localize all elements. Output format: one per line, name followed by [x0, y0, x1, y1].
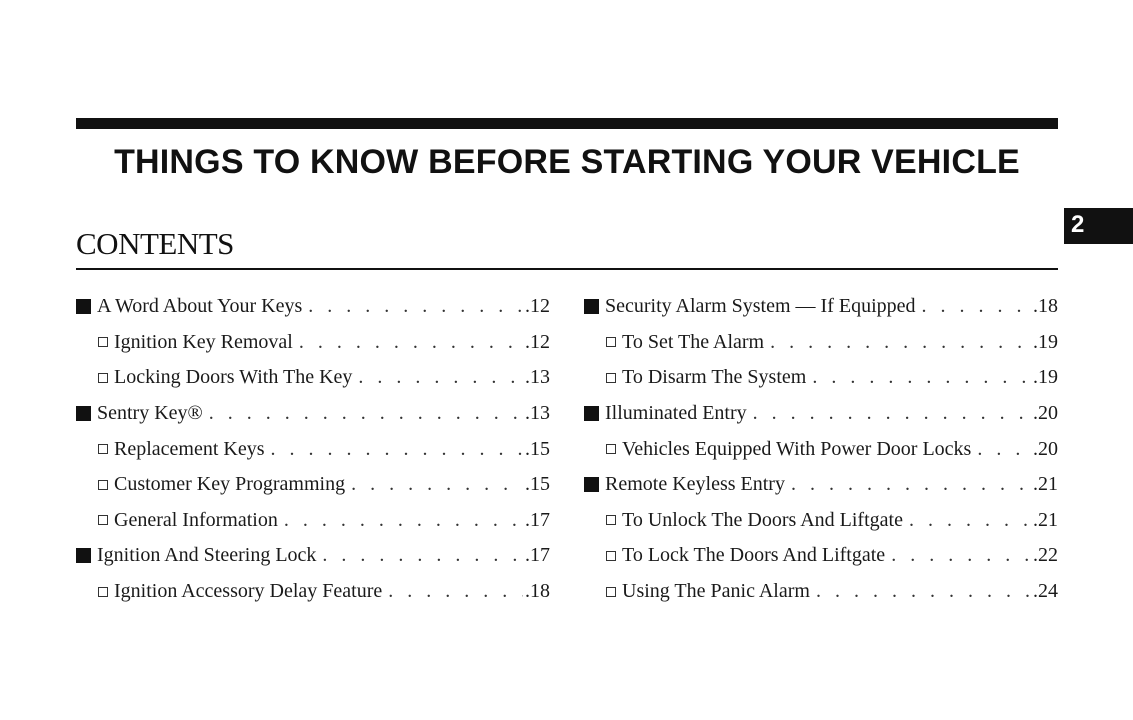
toc-entry[interactable]	[76, 538, 550, 574]
dot-leader	[322, 544, 523, 567]
toc-page-number: .18	[1033, 295, 1058, 318]
toc-entry[interactable]	[76, 396, 550, 432]
toc-subentry[interactable]	[76, 503, 550, 539]
toc-subentry[interactable]	[76, 360, 550, 396]
toc-subentry[interactable]	[76, 574, 550, 610]
dot-leader	[358, 366, 523, 389]
toc-entry-label: Ignition Key Removal	[114, 330, 293, 353]
toc-page-number: .12	[525, 295, 550, 318]
dot-leader	[977, 438, 1031, 461]
toc-page-number: .20	[1033, 437, 1058, 460]
toc-entry-label: To Set The Alarm	[622, 330, 765, 353]
toc-entry-label: To Unlock The Doors And Liftgate	[622, 508, 903, 531]
toc-page-number: .13	[525, 366, 550, 389]
dot-leader	[791, 473, 1031, 496]
dot-leader	[271, 438, 524, 461]
dot-leader	[209, 402, 523, 425]
toc-entry-label: Remote Keyless Entry	[605, 473, 785, 496]
contents-rule	[76, 268, 1058, 270]
toc-entry-label: Locking Doors With The Key	[114, 366, 353, 389]
toc-page-number: .24	[1033, 580, 1058, 603]
hollow-square-bullet-icon	[98, 515, 108, 525]
toc-entry-label: Replacement Keys	[114, 437, 265, 460]
hollow-square-bullet-icon	[98, 480, 108, 490]
hollow-square-bullet-icon	[98, 337, 108, 347]
dot-leader	[753, 402, 1031, 425]
toc-subentry[interactable]	[76, 467, 550, 503]
toc-entry[interactable]	[584, 467, 1058, 503]
dot-leader	[891, 544, 1031, 567]
hollow-square-bullet-icon	[98, 444, 108, 454]
dot-leader	[770, 331, 1031, 354]
toc-page-number: .12	[525, 330, 550, 353]
chapter-tab-number: 2	[1071, 211, 1085, 238]
dot-leader	[284, 509, 523, 532]
hollow-square-bullet-icon	[606, 337, 616, 347]
solid-square-bullet-icon	[76, 548, 91, 563]
solid-square-bullet-icon	[584, 299, 599, 314]
toc-entry[interactable]	[584, 396, 1058, 432]
toc-entry-label: Ignition And Steering Lock	[97, 544, 317, 567]
solid-square-bullet-icon	[76, 406, 91, 421]
dot-leader	[909, 509, 1031, 532]
toc-page-number: .20	[1033, 402, 1058, 425]
hollow-square-bullet-icon	[98, 373, 108, 383]
toc-page-number: .21	[1033, 508, 1058, 531]
toc-page-number: .19	[1033, 366, 1058, 389]
toc-entry-label: Sentry Key®	[97, 402, 203, 425]
solid-square-bullet-icon	[584, 406, 599, 421]
toc-page-number: .21	[1033, 473, 1058, 496]
dot-leader	[308, 295, 523, 318]
toc-entry-label: Using The Panic Alarm	[622, 580, 810, 603]
toc-page-number: .15	[525, 437, 550, 460]
toc-page-number: .13	[525, 402, 550, 425]
dot-leader	[299, 331, 523, 354]
solid-square-bullet-icon	[584, 477, 599, 492]
toc-page-number: .15	[525, 473, 550, 496]
toc-page-number: .17	[525, 544, 550, 567]
hollow-square-bullet-icon	[606, 587, 616, 597]
toc-right-column	[584, 289, 1058, 609]
toc-subentry[interactable]	[76, 431, 550, 467]
toc-entry-label: To Disarm The System	[622, 366, 807, 389]
toc-entry-label: Illuminated Entry	[605, 402, 747, 425]
toc-page-number: .19	[1033, 330, 1058, 353]
toc-subentry[interactable]	[584, 538, 1058, 574]
toc-entry-label: General Information	[114, 508, 278, 531]
dot-leader	[816, 580, 1031, 603]
chapter-tab	[1064, 208, 1133, 244]
toc-entry-label: Ignition Accessory Delay Feature	[114, 580, 383, 603]
chapter-title: THINGS TO KNOW BEFORE STARTING YOUR VEHICLE	[114, 143, 1020, 181]
dot-leader	[388, 580, 523, 603]
dot-leader	[812, 366, 1031, 389]
toc-entry-label: Security Alarm System — If Equipped	[605, 295, 916, 318]
toc-entry-label: Vehicles Equipped With Power Door Locks	[622, 437, 972, 460]
toc-left-column	[76, 289, 550, 609]
hollow-square-bullet-icon	[606, 373, 616, 383]
toc-entry-label: Customer Key Programming	[114, 473, 346, 496]
toc-subentry[interactable]	[584, 325, 1058, 361]
contents-heading: CONTENTS	[76, 226, 234, 261]
toc-entry-label: To Lock The Doors And Liftgate	[622, 544, 886, 567]
hollow-square-bullet-icon	[98, 587, 108, 597]
toc-entry[interactable]	[584, 289, 1058, 325]
toc-page-number: .18	[525, 580, 550, 603]
hollow-square-bullet-icon	[606, 551, 616, 561]
solid-square-bullet-icon	[76, 299, 91, 314]
toc-subentry[interactable]	[584, 360, 1058, 396]
hollow-square-bullet-icon	[606, 515, 616, 525]
dot-leader	[351, 473, 523, 496]
toc-entry-label: A Word About Your Keys	[97, 295, 303, 318]
toc-entry[interactable]	[76, 289, 550, 325]
toc-subentry[interactable]	[76, 325, 550, 361]
dot-leader	[922, 295, 1031, 318]
toc-subentry[interactable]	[584, 503, 1058, 539]
toc-page-number: .17	[525, 508, 550, 531]
hollow-square-bullet-icon	[606, 444, 616, 454]
toc-subentry[interactable]	[584, 431, 1058, 467]
toc-subentry[interactable]	[584, 574, 1058, 610]
chapter-top-rule	[76, 118, 1058, 129]
toc-page-number: .22	[1033, 544, 1058, 567]
